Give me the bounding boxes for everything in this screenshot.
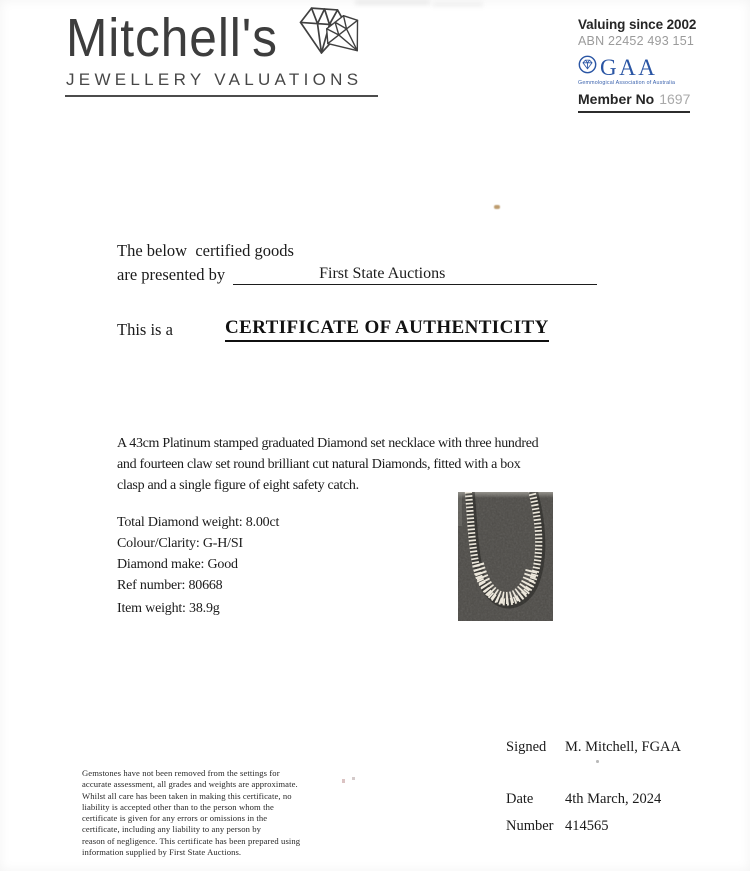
brand-divider bbox=[65, 95, 378, 97]
detail-line-diamond-weight: Total Diamond weight: 8.00ct bbox=[117, 515, 280, 530]
item-weight-line: Item weight: 38.9g bbox=[117, 601, 220, 616]
disclaimer-line: certificate, including any liability to any person by bbox=[82, 824, 262, 835]
gaa-logo bbox=[578, 55, 708, 79]
presenter-underline bbox=[233, 265, 597, 285]
number-row bbox=[506, 818, 609, 835]
scan-speck bbox=[342, 779, 345, 783]
brand-tagline: JEWELLERY VALUATIONS bbox=[66, 70, 363, 89]
member-number-row bbox=[578, 91, 708, 107]
detail-line-ref-number: Ref number: 80668 bbox=[117, 578, 223, 593]
disclaimer-line: Whilst all care has been taken in making this certificate, no bbox=[82, 790, 292, 801]
scan-speck bbox=[352, 777, 355, 780]
gaa-gem-emblem-icon bbox=[578, 55, 597, 79]
credentials-divider bbox=[578, 111, 690, 113]
presentation-block bbox=[117, 241, 597, 285]
item-description bbox=[117, 433, 538, 496]
date-value: 4th March, 2024 bbox=[565, 791, 662, 807]
detail-line-diamond-make: Diamond make: Good bbox=[117, 557, 238, 572]
valuing-since-text: Valuing since 2002 bbox=[578, 17, 697, 32]
disclaimer-line: certificate is given for any errors or omissions in the bbox=[82, 813, 268, 824]
disclaimer-line: accurate assessment, all grades and weights are approximate. bbox=[82, 779, 298, 790]
date-label: Date bbox=[506, 791, 534, 807]
scan-smudge bbox=[433, 2, 483, 7]
disclaimer-line: liability is accepted other than to the person whom the bbox=[82, 801, 274, 812]
signed-label: Signed bbox=[506, 739, 547, 755]
signed-value: M. Mitchell, FGAA bbox=[565, 739, 681, 755]
gaa-full-name: Gemmological Association of Australia bbox=[578, 80, 676, 86]
brand-diamonds-icon bbox=[295, 4, 379, 73]
necklace-photo bbox=[458, 492, 553, 621]
number-value: 414565 bbox=[565, 818, 609, 834]
gaa-acronym: GAA bbox=[600, 54, 658, 80]
item-details bbox=[117, 512, 279, 596]
number-label: Number bbox=[506, 818, 554, 834]
credentials-block bbox=[578, 17, 708, 113]
presentation-line1: The below certified goods bbox=[117, 241, 294, 260]
disclaimer-line: information supplied by First State Auctions. bbox=[82, 847, 242, 858]
member-number-label: Member No bbox=[578, 91, 655, 107]
certificate-title: CERTIFICATE OF AUTHENTICITY bbox=[225, 317, 549, 342]
description-line: and fourteen claw set round brilliant cut natural Diamonds, fitted with a box bbox=[117, 457, 521, 472]
disclaimer-line: Gemstones have not been removed from the settings for bbox=[82, 768, 280, 778]
abn-text: ABN 22452 493 151 bbox=[578, 34, 694, 48]
detail-line-colour-clarity: Colour/Clarity: G-H/SI bbox=[117, 536, 243, 551]
scan-speck bbox=[494, 205, 500, 209]
member-number-value: 1697 bbox=[659, 91, 691, 107]
description-line: A 43cm Platinum stamped graduated Diamond set necklace with three hundred bbox=[117, 436, 539, 451]
disclaimer-line: reason of negligence. This certificate has been prepared using bbox=[82, 835, 301, 846]
signed-row bbox=[506, 739, 681, 756]
presented-by-label: are presented by bbox=[117, 265, 226, 284]
certificate-intro: This is a bbox=[117, 320, 173, 339]
date-row bbox=[506, 791, 661, 808]
description-line: clasp and a single figure of eight safety catch. bbox=[117, 478, 359, 493]
disclaimer-block bbox=[82, 768, 300, 858]
presenter-name: First State Auctions bbox=[319, 265, 446, 282]
presentation-line2 bbox=[117, 265, 597, 285]
brand-name: Mitchell's bbox=[66, 8, 278, 68]
scan-speck bbox=[596, 760, 599, 763]
